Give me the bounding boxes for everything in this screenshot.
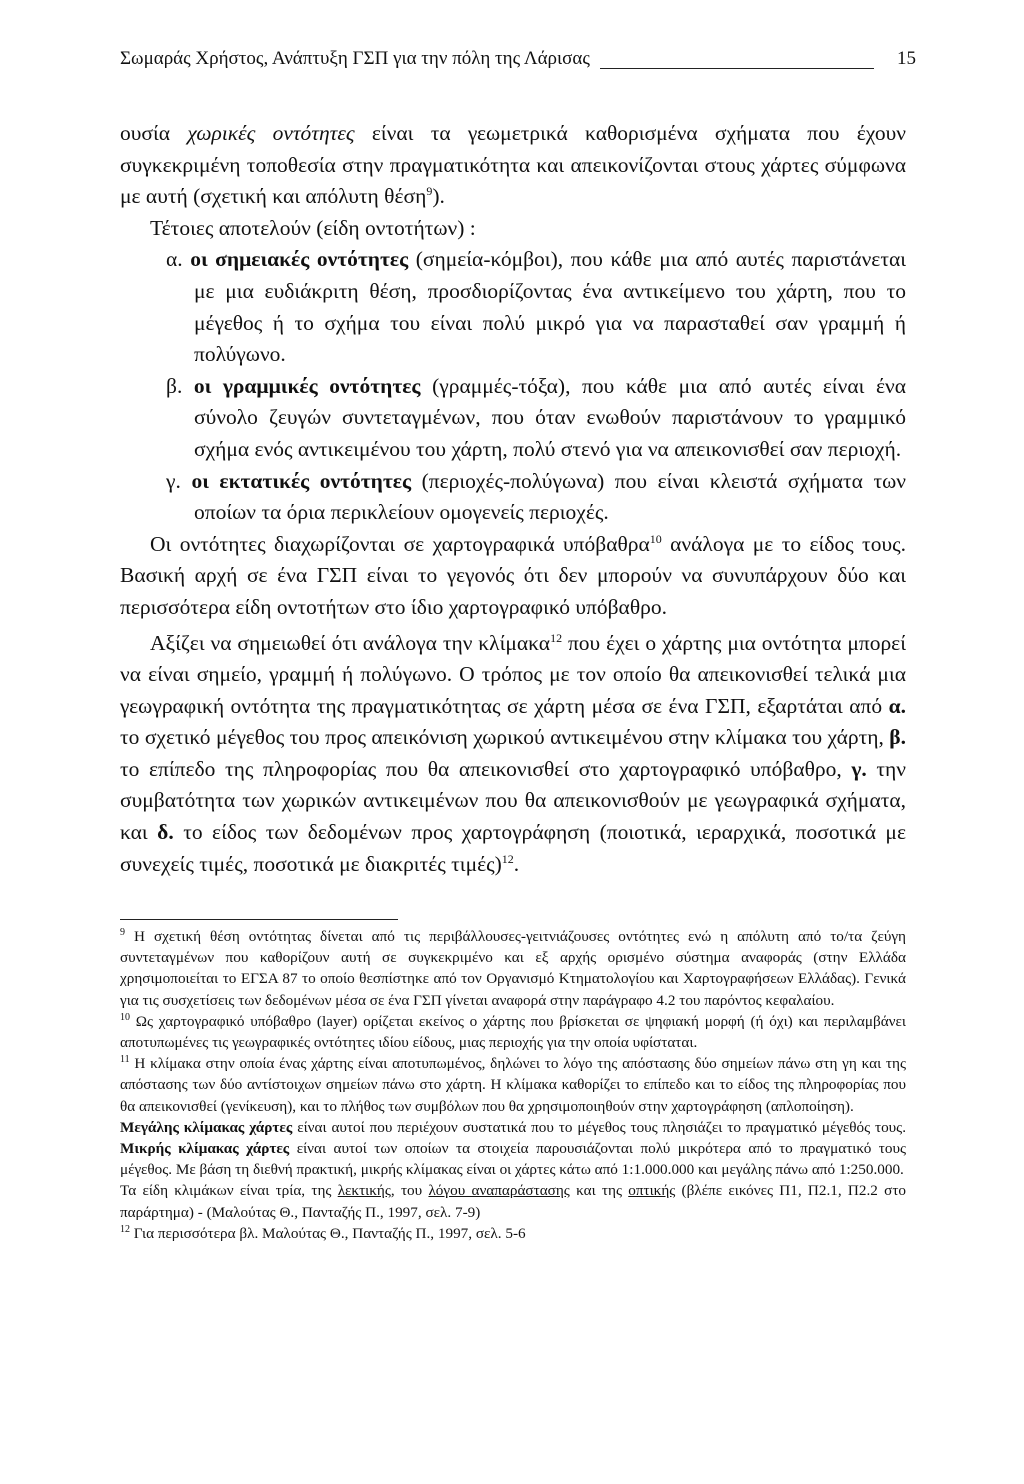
footnote-separator — [120, 919, 398, 920]
paragraph-types-lead: Τέτοιες αποτελούν (είδη οντοτήτων) : — [150, 215, 476, 240]
footnotes — [120, 926, 906, 1244]
footnote-11: $^{11}$ Η κλίμακα στην οποία ένας χάρτης είναι αποτυπωμένος, δηλώνει το λόγο της απόστασης δύο σημείων πάνω στη γη και της απόστασης των δύο αντίστοιχων σημείων πάνω στο χάρτη. Η κλίμακα καθορίζει το επίπεδο και το είδος της πληροφορίας που θα απεικονισθεί (γενίκευση), και το πλήθος των συμβόλων που θα χρησιμοποιηθούν στην χαρτογράφηση (απλοποίηση). — [120, 1054, 906, 1115]
main-text — [120, 118, 906, 880]
paragraph-layers: Οι οντότητες διαχωρίζονται σε χαρτογραφικά υπόβαθρα$^{10}$ ανάλογα με το είδος τους. Βασική αρχή σε ένα ΓΣΠ είναι το γεγονός ότι δεν μπορούν να συνυπάρχουν δύο και περισσότερα είδη οντοτήτων στο ίδιο χαρτογραφικό υπόβαθρο. — [120, 531, 906, 619]
footnote-ref-12[interactable]: 12 — [501, 851, 514, 866]
footnote-ref-9[interactable]: 9 — [426, 184, 433, 199]
list-item-point-entities: α. οι σημειακές οντότητες (σημεία-κόμβοι), που κάθε μια από αυτές παριστάνεται με μια ευδιάκριτη θέση, προσδιορίζοντας ένα αντικείμενο του χάρτη, που το μέγεθος ή το σχήμα του είναι πολύ μικρό για να παρασταθεί σαν γραμμή ή πολύγωνο. — [166, 247, 907, 367]
paragraph-scale: Αξίζει να σημειωθεί ότι ανάλογα την κλίμακα$^{12}$ που έχει ο χάρτης μια οντότητα μπορεί να είναι σημείο, γραμμή ή πολύγωνο. Ο τρόπος με τον οποίο θα απεικονισθεί τελικά μια γεωγραφική οντότητα της πραγματικότητας σε χάρτη μέσα σε ένα ΓΣΠ, εξαρτάται από α. το σχετικό μέγεθος του προς απεικόνιση χωρικού αντικειμένου στην κλίμακα του χάρτη, β. το επίπεδο της πληροφορίας που θα απεικονισθεί στο χαρτογραφικό υπόβαθρο, γ. την συμβατότητα των χωρικών αντικειμένων που θα απεικονισθούν με γεωγραφικά σχήματα, και δ. το είδος των δεδομένων προς χαρτογράφηση (ποιοτικά, ιεραρχικά, ποσοτικά με συνεχείς τιμές, ποσοτικά με διακριτές τιμές)$^{12}$. — [120, 630, 906, 876]
footnote-10: $^{10}$ Ως χαρτογραφικό υπόβαθρο (layer) ορίζεται εκείνος ο χάρτης που βρίσκεται σε ψηφιακή μορφή (ή όχι) και περιλαμβάνει αποτυπωμένες τις γεωγραφικές οντότητες ιδίου είδους, μιας περιοχής για την οποία υφίσταται. — [120, 1011, 906, 1052]
footnote-ref-11[interactable]: 12 — [550, 630, 563, 645]
header-rule — [600, 68, 874, 69]
footnote-9: $^9$ Η σχετική θέση οντότητας δίνεται από τις περιβάλλουσες-γειτνιάζουσες οντότητες ενώ η απόλυτη από το/τα ζεύγη συντεταγμένων που καθορίζουν αυτή σε συγκεκριμένο και εξ αρχής ορισμένο σύστημα αναφοράς (στην Ελλάδα χρησιμοποιείται το ΕΓΣΑ 87 το οποίο θεσπίστηκε από τον Οργανισμό Κτηματολογίου και Χαρτογραφήσεων Ελλάδας). Γενικά για τις συσχετίσεις των δεδομένων μέσα σε ένα ΓΣΠ γίνεται αναφορά στην παράγραφο 4.2 του παρόντος κεφαλαίου. — [120, 926, 906, 1009]
footnote-12: $^{12}$ Για περισσότερα βλ. Μαλούτας Θ., Πανταζής Π., 1997, σελ. 5-6 — [120, 1223, 526, 1242]
footnote-ref-10[interactable]: 10 — [649, 531, 662, 546]
page-header — [120, 48, 916, 76]
list-item-area-entities: γ. οι εκτατικές οντότητες (περιοχές-πολύγωνα) που είναι κλειστά σχήματα των οποίων τα όρια περικλείουν ομογενείς περιοχές. — [166, 468, 906, 525]
paragraph-intro: ουσία χωρικές οντότητες είναι τα γεωμετρικά καθορισμένα σχήματα που έχουν συγκεκριμένη τοποθεσία στην πραγματικότητα και απεικονίζονται στους χάρτες σύμφωνα με αυτή (σχετική και απόλυτη θέση$^9$). — [120, 121, 906, 209]
list-item-line-entities: β. οι γραμμικές οντότητες (γραμμές-τόξα), που κάθε μια από αυτές είναι ένα σύνολο ζευγών συντεταγμένων, που όταν ενωθούν παριστάνουν το γραμμικό σχήμα ενός αντικειμένου του χάρτη, πολύ στενό για να απεικονισθεί σαν περιοχή. — [166, 373, 906, 461]
footnote-11-scale-types: Τα είδη κλιμάκων είναι τρία, της λεκτικής, του λόγου αναπαράστασης και της οπτικής (βλέπε εικόνες Π1, Π2.1, Π2.2 στο παράρτημα) - (Μαλούτας Θ., Πανταζής Π., 1997, σελ. 7-9) — [120, 1182, 907, 1221]
footnote-11-scale-definitions: Μεγάλης κλίμακας χάρτες είναι αυτοί που περιέχουν συστατικά που το μέγεθος τους πλησιάζει το πραγματικό μέγεθός τους. Μικρής κλίμακας χάρτες είναι αυτοί των οποίων τα στοιχεία παρουσιάζονται πολύ μικρότερα από το πραγματικό τους μέγεθος. Με βάση τη διεθνή πρακτική, μικρής κλίμακας είναι οι χάρτες κάτω από 1:1.000.000 και μεγάλης πάνω από 1:250.000. — [120, 1118, 906, 1179]
running-title: Σωμαράς Χρήστος, Ανάπτυξη ΓΣΠ για την πόλη της Λάρισας — [120, 48, 598, 70]
emphasis-term: χωρικές οντότητες — [187, 121, 355, 145]
page-number: 15 — [897, 48, 916, 69]
